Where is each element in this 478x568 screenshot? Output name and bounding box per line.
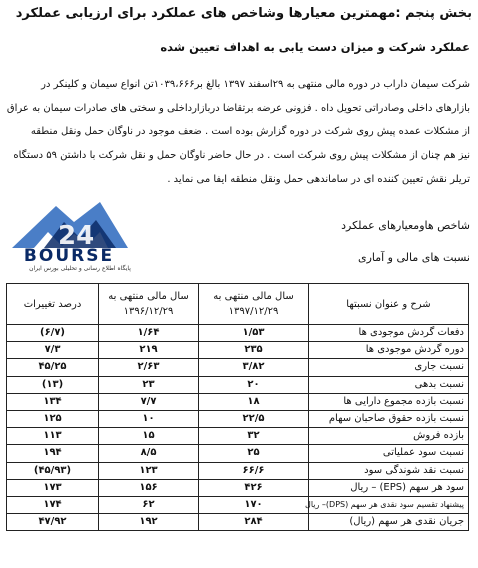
table-row (7, 514, 469, 531)
paragraph-line: از مشکلات عمده پیش روی شرکت در دوره گزارش بوده است . ضعف موجود در ناوگان حمل ونقل منطقه (30, 126, 470, 138)
section-subheading: عملکرد شرکت و میزان دست یابی به اهداف تعیین شده (160, 40, 470, 54)
table-row (7, 376, 469, 393)
bourse-watermark-logo (4, 200, 156, 278)
row-1397: ۲۰ (199, 376, 309, 393)
indicators-label: شاخص هاومعیارهای عملکرد (341, 219, 470, 232)
row-change: ۱۷۳ (7, 479, 99, 496)
logo-tagline: پایگاه اطلاع رسانی و تحلیلی بورس ایران (29, 265, 131, 272)
row-1396: ۲۳ (99, 376, 199, 393)
row-1397: ۶۶/۶ (199, 462, 309, 479)
row-1397: ۱/۵۳ (199, 325, 309, 342)
row-1397: ۴۲۶ (199, 479, 309, 496)
table-header-row (7, 284, 469, 325)
table-row (7, 410, 469, 427)
row-name: دوره گردش موجودی ها (309, 342, 469, 359)
section-heading: بخش پنجم :مهمترین معیارها وشاخص های عملکرد برای ارزیابی عملکرد (15, 6, 472, 21)
svg-text:24: 24 (58, 221, 95, 251)
row-change: ۱۳۴ (7, 393, 99, 410)
table-row (7, 342, 469, 359)
row-1397: ۳/۸۲ (199, 359, 309, 376)
row-1396: ۱/۶۴ (99, 325, 199, 342)
row-change: ۷/۳ (7, 342, 99, 359)
row-1397: ۲۵ (199, 445, 309, 462)
row-1397: ۱۷۰ (199, 496, 309, 513)
row-1397: ۲۲/۵ (199, 410, 309, 427)
table-row (7, 325, 469, 342)
row-1396: ۸/۵ (99, 445, 199, 462)
logo-wordmark: BOURSE (23, 246, 115, 266)
row-change: ۴۷/۹۲ (7, 514, 99, 531)
row-name: نسبت بازده حقوق صاحبان سهام (309, 410, 469, 427)
table-row (7, 462, 469, 479)
paragraph-line: نیز هم چنان از مشکلات پیش روی شرکت است . در حال حاضر ناوگان حمل و نقل شرکت با داشتن ۵۹ دستگاه (13, 150, 470, 162)
row-change: (۱۳) (7, 376, 99, 393)
header-1397: سال مالی منتهی به ۱۳۹۷/۱۲/۲۹ (199, 284, 309, 325)
table-row (7, 479, 469, 496)
ratios-label: نسبت های مالی و آماری (357, 251, 470, 264)
row-name: نسبت بدهی (309, 376, 469, 393)
row-1397: ۳۲ (199, 428, 309, 445)
row-name: پیشنهاد تقسیم سود نقدی هر سهم (DPS)– ریال (309, 496, 469, 513)
row-1397: ۲۳۵ (199, 342, 309, 359)
row-change: ۱۲۵ (7, 410, 99, 427)
row-name: دفعات گردش موجودی ها (309, 325, 469, 342)
row-change: ۱۹۴ (7, 445, 99, 462)
row-change: (۴۵/۹۳) (7, 462, 99, 479)
row-1396: ۱۵۶ (99, 479, 199, 496)
row-name: نسبت سود عملیاتی (309, 445, 469, 462)
row-name: سود هر سهم (EPS) – ریال (309, 479, 469, 496)
row-change: ۱۷۴ (7, 496, 99, 513)
row-name: نسبت بازده مجموع دارایی ها (309, 393, 469, 410)
paragraph-line: شرکت سیمان داراب در دوره مالی منتهی به ۲۹اسفند ۱۳۹۷ بالغ بر۱۰۳۹،۶۶۶تن انواع سیمان و کلینکر در (41, 79, 470, 90)
row-1396: ۷/۷ (99, 393, 199, 410)
row-change: ۱۱۳ (7, 428, 99, 445)
header-name: شرح و عنوان نسبتها (309, 284, 469, 325)
row-name: بازده فروش (309, 428, 469, 445)
financial-ratios-table (6, 283, 469, 531)
table-row (7, 496, 469, 513)
header-1396: سال مالی منتهی به ۱۳۹۶/۱۲/۲۹ (99, 284, 199, 325)
table-row (7, 445, 469, 462)
row-change: (۶/۷) (7, 325, 99, 342)
row-1396: ۱۲۳ (99, 462, 199, 479)
body-paragraph (6, 73, 470, 191)
row-name: جریان نقدی هر سهم (ریال) (309, 514, 469, 531)
row-1396: ۲/۶۳ (99, 359, 199, 376)
row-1396: ۱۰ (99, 410, 199, 427)
row-1397: ۲۸۴ (199, 514, 309, 531)
logo-mountain-icon (4, 200, 134, 250)
row-1396: ۱۵ (99, 428, 199, 445)
paragraph-line: تریلر نقش تعیین کننده ای در ساماندهی حمل ونقل منطقه ایفا می نماید . (167, 173, 470, 185)
row-change: ۴۵/۲۵ (7, 359, 99, 376)
table-row (7, 428, 469, 445)
table-row (7, 393, 469, 410)
header-change: درصد تغییرات (7, 284, 99, 325)
paragraph-line: بازارهای داخلی وصادراتی تحویل داه . فزونی عرضه برتقاضا دربازارداخلی و سختی های صادرات سیمان به عراق (6, 102, 470, 114)
row-1397: ۱۸ (199, 393, 309, 410)
row-name: نسبت جاری (309, 359, 469, 376)
table-row (7, 359, 469, 376)
row-1396: ۱۹۲ (99, 514, 199, 531)
row-name: نسبت نقد شوندگی سود (309, 462, 469, 479)
row-1396: ۲۱۹ (99, 342, 199, 359)
row-1396: ۶۲ (99, 496, 199, 513)
